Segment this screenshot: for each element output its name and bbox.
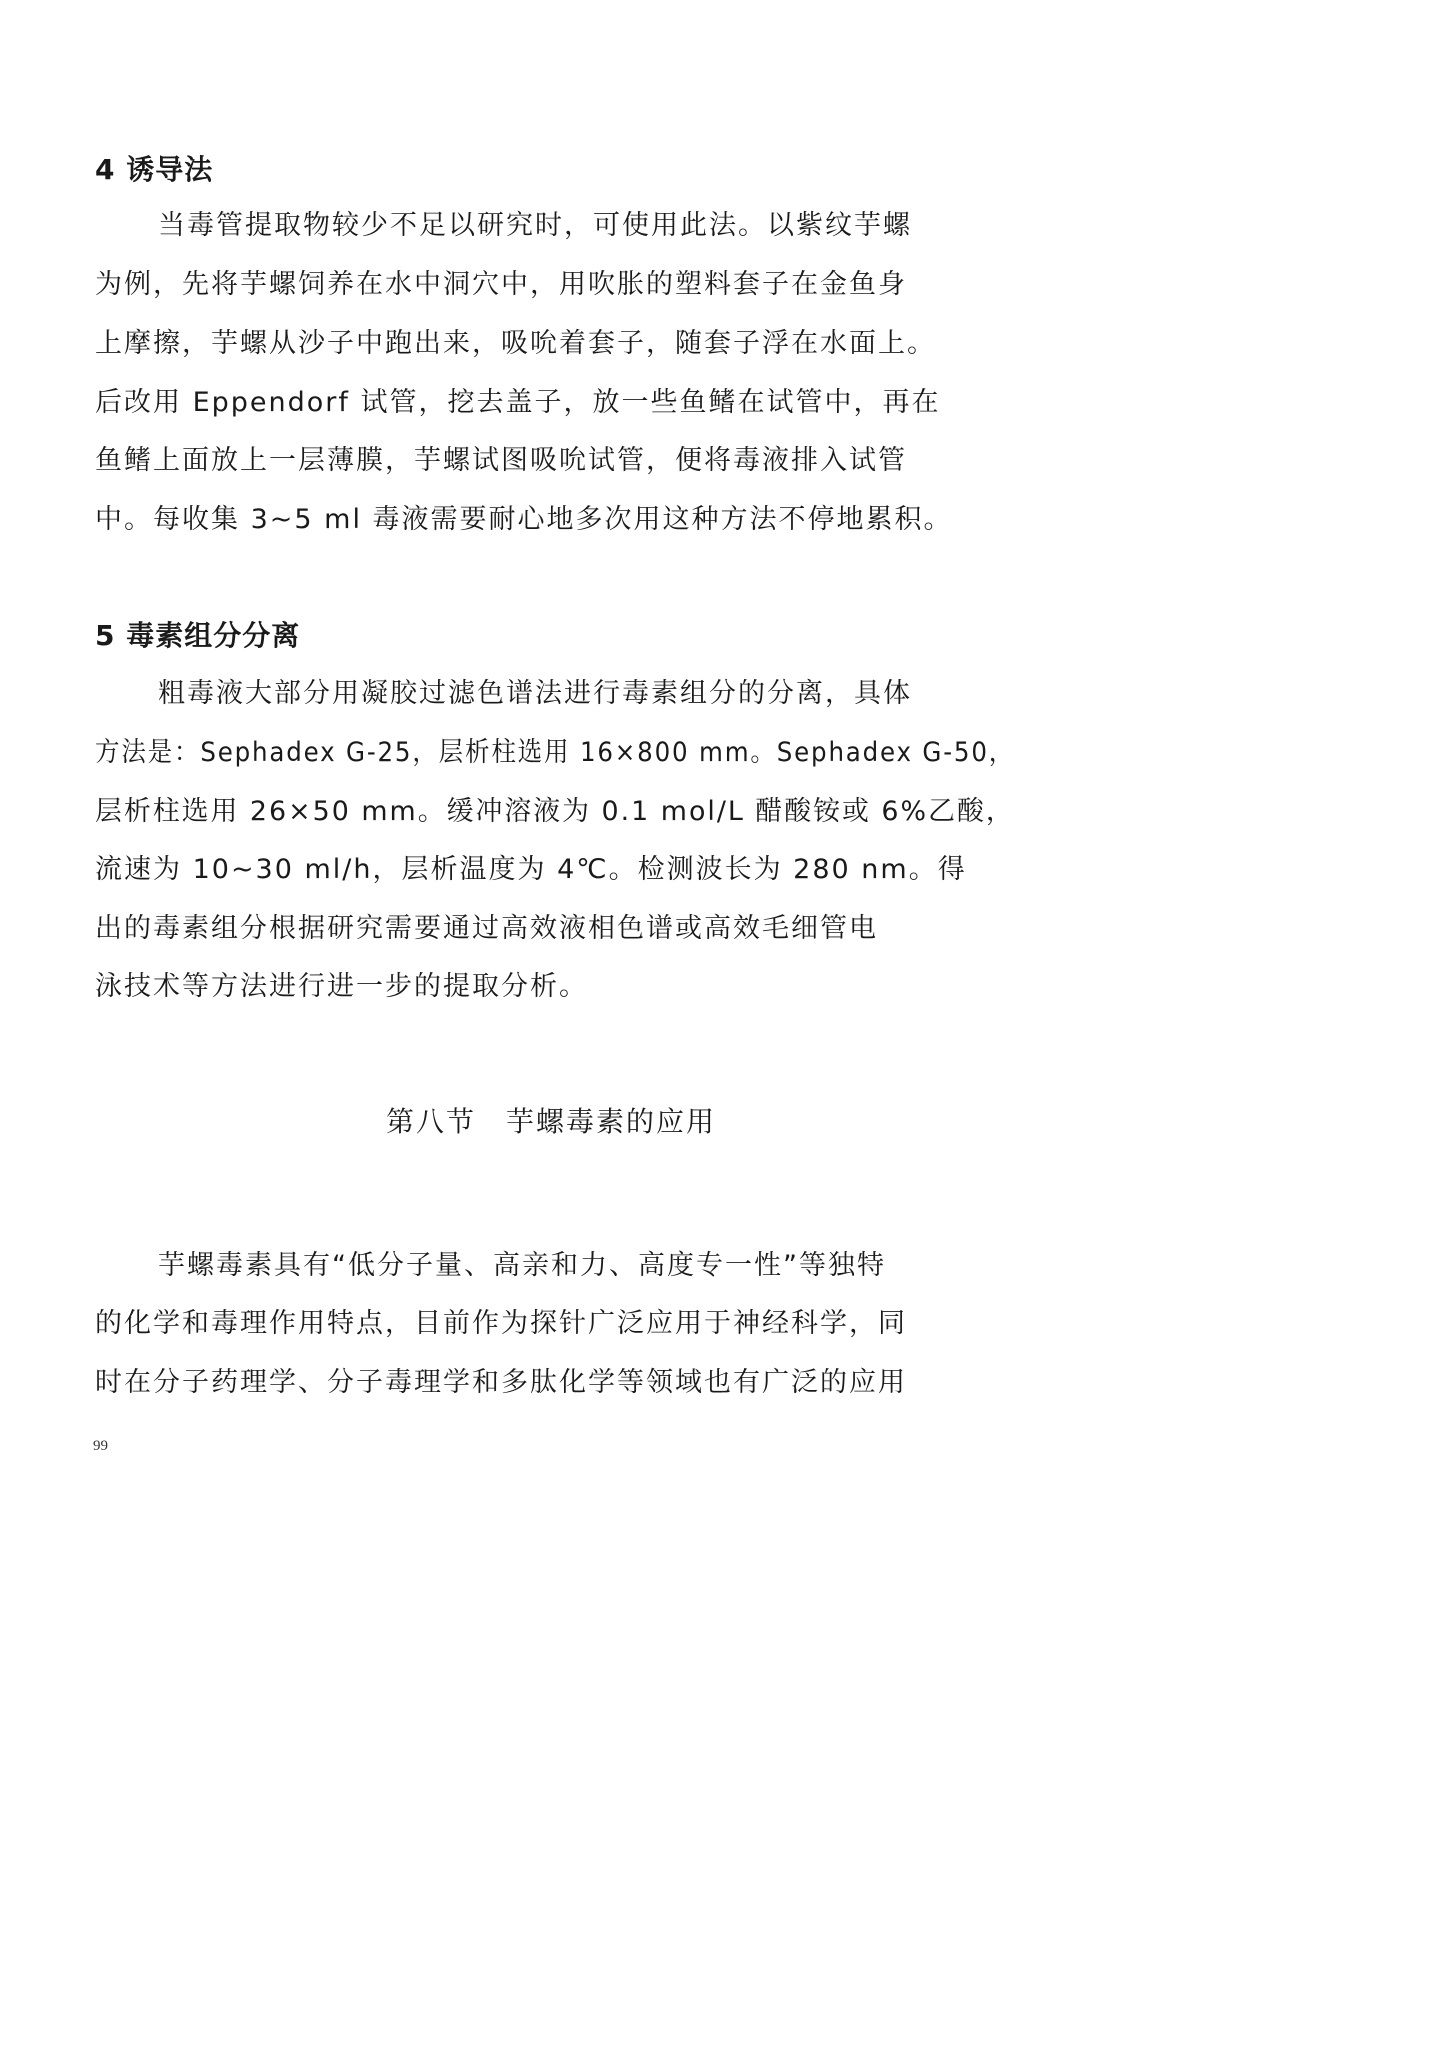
paragraph-line: 的化学和毒理作用特点，目前作为探针广泛应用于神经科学，同 xyxy=(95,1308,907,1339)
paragraph-line: 出的毒素组分根据研究需要通过高效液相色谱或高效毛细管电 xyxy=(95,913,878,944)
paragraph-line: 后改用 Eppendorf 试管，挖去盖子，放一些鱼鳍在试管中，再在 xyxy=(95,387,941,418)
section-heading-5: 5 毒素组分分离 xyxy=(95,619,301,652)
page-number: 99 xyxy=(93,1438,108,1454)
paragraph-line: 芋螺毒素具有“低分子量、高亲和力、高度专一性”等独特 xyxy=(158,1250,886,1281)
paragraph-line: 粗毒液大部分用凝胶过滤色谱法进行毒素组分的分离，具体 xyxy=(158,678,912,709)
paragraph-line: 时在分子药理学、分子毒理学和多肽化学等领域也有广泛的应用 xyxy=(95,1367,907,1398)
paragraph-line: 层析柱选用 26×50 mm。缓冲溶液为 0.1 mol/L 醋酸铵或 6%乙酸， xyxy=(95,796,1015,827)
paragraph-line: 上摩擦，芋螺从沙子中跑出来，吸吮着套子，随套子浮在水面上。 xyxy=(95,328,936,359)
paragraph-line: 流速为 10~30 ml/h，层析温度为 4℃。检测波长为 280 nm。得 xyxy=(95,854,967,885)
paragraph-line: 方法是：Sephadex G-25，层析柱选用 16×800 mm。Sephadex G-50， xyxy=(95,737,1016,768)
paragraph-line: 当毒管提取物较少不足以研究时，可使用此法。以紫纹芋螺 xyxy=(158,210,912,241)
chapter-section-title: 第八节 芋螺毒素的应用 xyxy=(385,1105,716,1138)
paragraph-line: 中。每收集 3~5 ml 毒液需要耐心地多次用这种方法不停地累积。 xyxy=(95,504,953,535)
paragraph-line: 鱼鳍上面放上一层薄膜，芋螺试图吸吮试管，便将毒液排入试管 xyxy=(95,445,907,476)
paragraph-line: 泳技术等方法进行进一步的提取分析。 xyxy=(95,971,588,1002)
section-heading-4: 4 诱导法 xyxy=(95,153,214,186)
paragraph-line: 为例，先将芋螺饲养在水中洞穴中，用吹胀的塑料套子在金鱼身 xyxy=(95,269,907,300)
